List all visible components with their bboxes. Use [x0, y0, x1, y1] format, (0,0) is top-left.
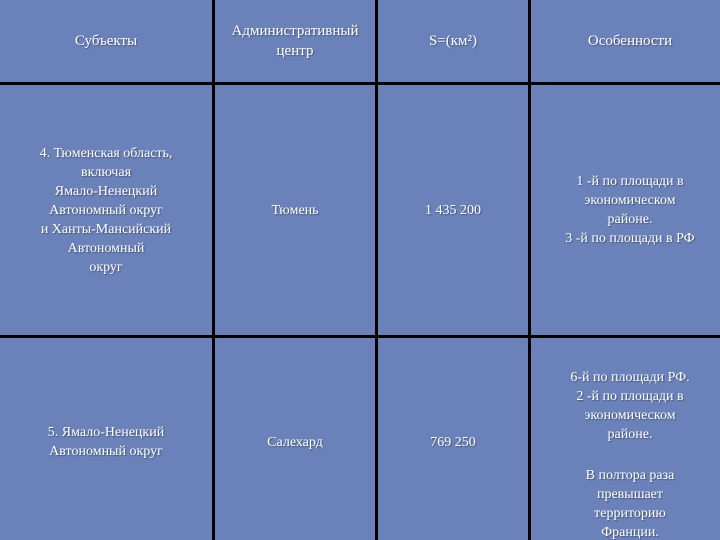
row1-subject-line: включая [80, 164, 132, 180]
row2-features-line: В полтора раза [585, 468, 675, 483]
row1-subject-lines [40, 144, 173, 277]
row2-features-line: 6-й по площади РФ. [570, 370, 690, 385]
row1-subject-line: и Ханты-Мансийский [40, 221, 172, 237]
header-subjects-label: Субъекты [74, 33, 138, 49]
row2-features [531, 338, 720, 540]
row2-features-line: 2 -й по площади в [576, 389, 684, 404]
header-area-label: S=(км²) [428, 33, 478, 49]
row1-subject-line: округ [89, 259, 123, 275]
row1-center [215, 85, 375, 335]
row2-subject-line: Автономный округ [49, 444, 163, 459]
row1-features-line: экономическом [584, 193, 676, 208]
row2-features-line: районе. [607, 427, 653, 442]
row2-features-line: экономическом [584, 408, 676, 423]
row2-features-lines-2 [586, 466, 675, 540]
row1-area-value: 1 435 200 [425, 202, 481, 218]
row1-features-line: 3 -й по площади в РФ [565, 231, 695, 246]
header-features-label: Особенности [587, 33, 673, 49]
row1-area [378, 85, 528, 335]
row1-subject [0, 85, 212, 335]
row2-area [378, 338, 528, 540]
row1-features [531, 85, 720, 335]
row2-area-value: 769 250 [430, 434, 476, 450]
header-area [378, 0, 528, 82]
header-features [531, 0, 720, 82]
row2-center [215, 338, 375, 540]
row1-features-line: районе. [607, 212, 653, 227]
row2-features-line: Франции. [601, 525, 659, 540]
row2-subject [0, 338, 212, 540]
row1-features-line: 1 -й по площади в [576, 174, 684, 189]
header-admin-center-label: Административный центр [231, 23, 359, 59]
row1-subject-line: Ямало-Ненецкий [54, 183, 158, 199]
row2-subject-line: 5. Ямало-Ненецкий [47, 425, 165, 440]
row1-subject-line: Автономный [67, 240, 145, 256]
row1-subject-line: Автономный округ [49, 202, 163, 218]
row1-features-lines [565, 172, 694, 248]
header-subjects [0, 0, 212, 82]
row1-subject-line: 4. Тюменская область, [39, 145, 173, 161]
row2-features-lines [570, 368, 689, 444]
row2-subject-lines [48, 423, 164, 461]
row2-features-line: территорию [594, 506, 666, 521]
row2-center-value: Салехард [267, 434, 323, 450]
header-admin-center [215, 0, 375, 82]
row1-center-value: Тюмень [271, 202, 319, 218]
row2-features-line: превышает [596, 487, 664, 502]
